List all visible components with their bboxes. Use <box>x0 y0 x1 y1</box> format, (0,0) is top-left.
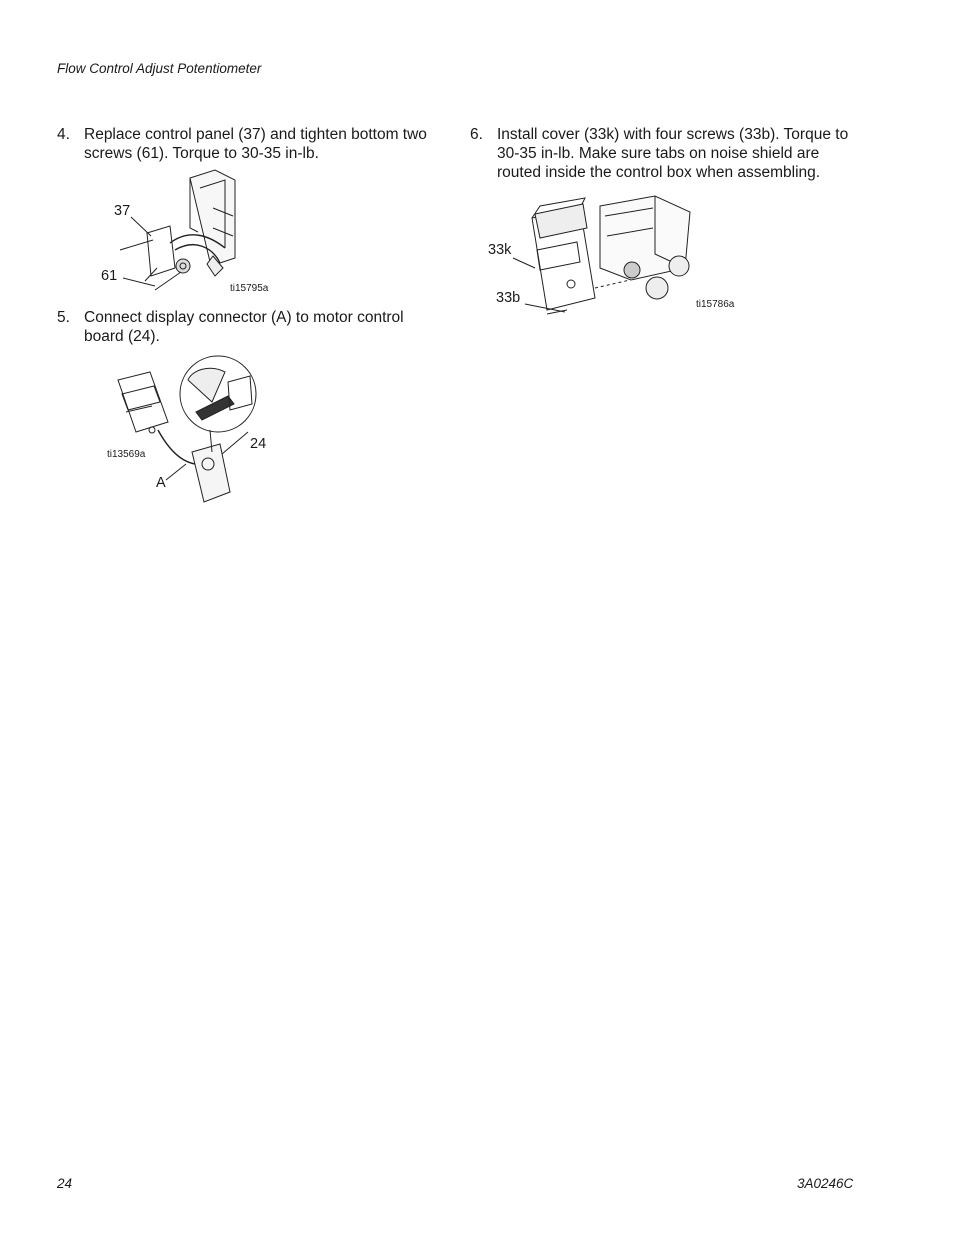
leader-lines <box>100 352 280 507</box>
step-text <box>84 125 427 163</box>
figure-display-connector <box>100 352 280 507</box>
callout-33b: 33b <box>496 290 521 306</box>
step-text <box>497 125 848 182</box>
step-number: 5. <box>57 309 70 326</box>
step-text-line: routed inside the control box when assembling. <box>497 164 821 181</box>
figure-id: ti15795a <box>230 283 269 294</box>
step-text-line: 30-35 in-lb. Make sure tabs on noise shield are <box>497 145 820 162</box>
callout-33k: 33k <box>488 242 512 258</box>
figure-cover-install <box>485 188 755 323</box>
figure-control-panel <box>95 168 295 303</box>
callout-37: 37 <box>114 203 131 219</box>
doc-number: 3A0246C <box>797 1176 854 1191</box>
callout-61: 61 <box>101 268 118 284</box>
step-number: 6. <box>470 126 483 143</box>
callout-a: A <box>156 475 166 491</box>
step-text-line: board (24). <box>84 328 160 345</box>
step-text-line: screws (61). Torque to 30-35 in-lb. <box>84 145 319 162</box>
figure-id: ti15786a <box>696 299 735 310</box>
step-text-line: Connect display connector (A) to motor control <box>84 309 404 326</box>
step-5 <box>57 308 447 348</box>
step-text <box>84 308 404 346</box>
step-text-line: Install cover (33k) with four screws (33b). Torque to <box>497 126 849 143</box>
page-number: 24 <box>57 1176 73 1191</box>
section-title: Flow Control Adjust Potentiometer <box>57 61 262 76</box>
step-text-line: Replace control panel (37) and tighten bottom two <box>84 126 427 143</box>
callout-24: 24 <box>250 436 267 452</box>
figure-id: ti13569a <box>107 449 146 460</box>
step-number: 4. <box>57 126 70 143</box>
step-6 <box>470 125 870 185</box>
step-4 <box>57 125 447 165</box>
